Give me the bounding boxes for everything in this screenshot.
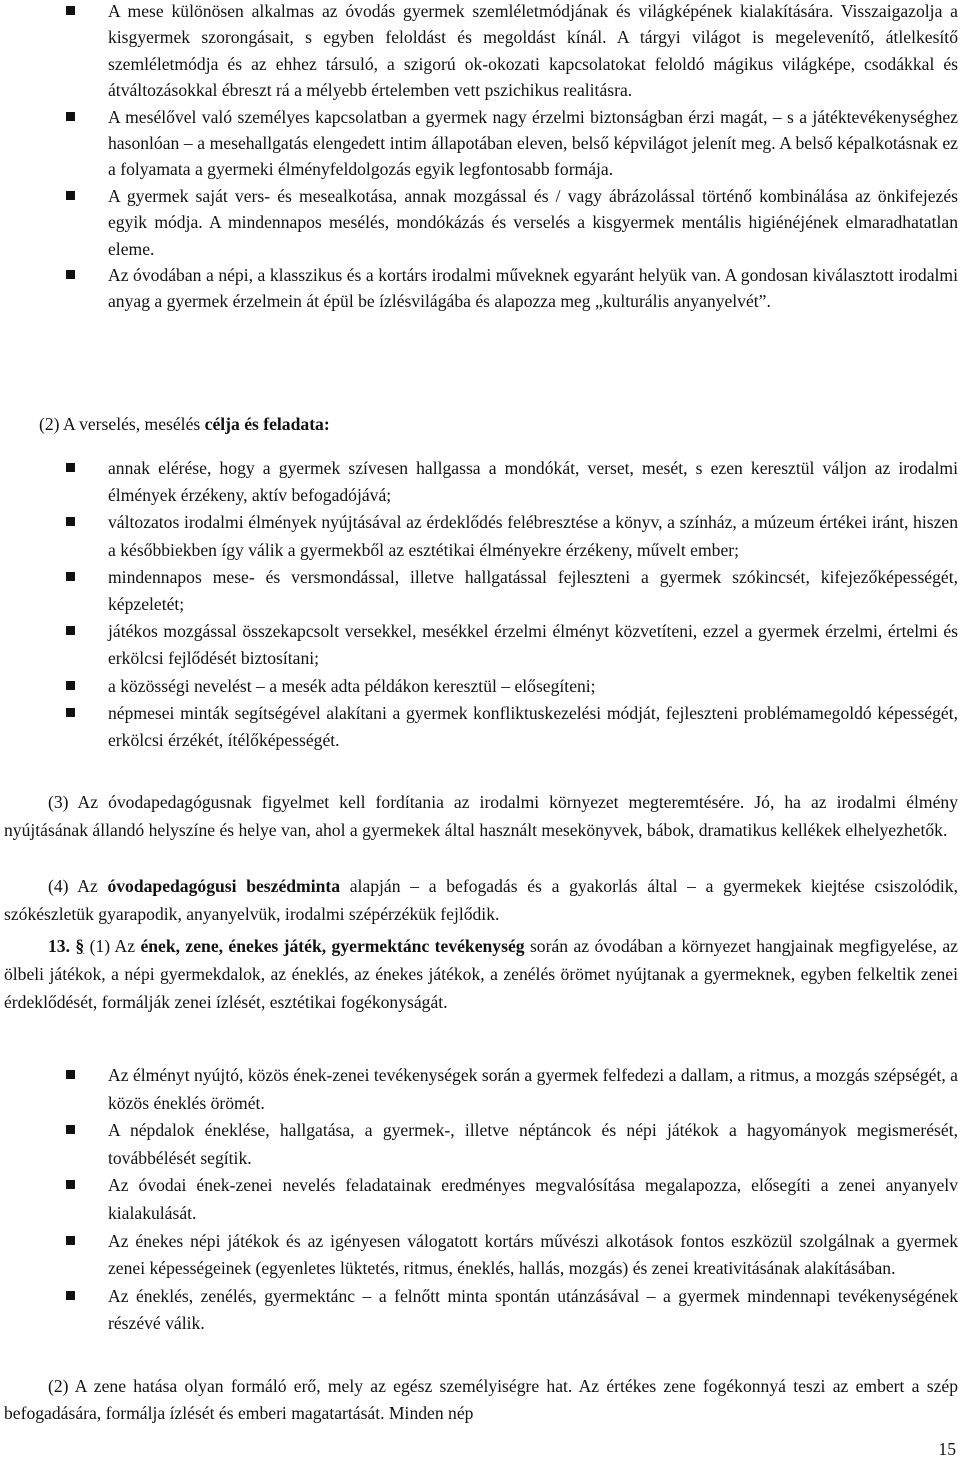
- section-13-prefix: (1) Az: [84, 936, 141, 956]
- list-item: Az éneklés, zenélés, gyermektánc – a felnőtt minta spontán utánzásával – a gyermek mindennapi tevékenységének részévé válik.: [0, 1283, 960, 1338]
- paragraph-4-prefix: (4) Az: [48, 876, 108, 896]
- page-number: 15: [938, 1439, 956, 1459]
- section-13-paragraph: [4, 932, 958, 1016]
- paragraph-4-suffix: alapján – a befogadás és a gyakorlás által – a gyermekek kiejtése csiszolódik, szókészletük gyarapodik, anyanyelvük, irodalmi szépérzékük fejlődik.: [4, 876, 959, 924]
- list-item: A mesélővel való személyes kapcsolatban a gyermek nagy érzelmi biztonságban érzi magát, – s a játéktevékenységhez hasonlóan – a mesehallgatás elengedett intim állapotában eleven, belső képvilágot jelenít meg. A belső képalkotásnak ez a folyamata a gyermeki élményfeldolgozás egyik legfontosabb formája.: [0, 104, 960, 183]
- heading-bold: célja és feladata:: [204, 414, 330, 434]
- bullet-list-goals: [0, 455, 960, 754]
- section-13-suffix: során az óvodában a környezet hangjainak megfigyelése, az ölbeli játékok, a népi gyermekdalok, az éneklés, az énekes játékok, a zenélés örömet nyújtanak a gyermeknek, egyben felkeltik zenei érdeklődését, formálják zenei ízlését, esztétikai fogékonyságát.: [4, 936, 958, 1012]
- list-item: annak elérése, hogy a gyermek szívesen hallgassa a mondókát, verset, mesét, s ezen keresztül váljon az irodalmi élmények érzékeny, aktív befogadójává;: [0, 455, 960, 509]
- paragraph-3: (3) Az óvodapedagógusnak figyelmet kell fordítania az irodalmi környezet megteremtésére. Jó, ha az irodalmi élmény nyújtásának állandó helyszíne és helye van, ahol a gyermekek által használt mesekönyvek, bábok, dramatikus kellékek elhelyezhetők.: [4, 792, 958, 840]
- list-item: Az óvodában a népi, a klasszikus és a kortárs irodalmi műveknek egyaránt helyük van. A gondosan kiválasztott irodalmi anyag a gyermek érzelmein át épül be ízlésvilágába és alapozza meg „kulturális anyanyelvét”.: [0, 262, 960, 315]
- bullet-list-music: [0, 1062, 960, 1338]
- list-item: A mese különösen alkalmas az óvodás gyermek szemléletmódjának és világképének kialakítására. Visszaigazolja a kisgyermek szorongásait, s egyben feloldást és megoldást kínál. A tárgyi világot is megelevenítő, átlelkesítő szemléletmódja és az ehhez társuló, a szigorú ok-okozati kapcsolatokat feloldó mágikus világképe, csodákkal és átváltozásokkal ébreszt rá a mélyebb értelemben vett pszichikus realitásra.: [0, 0, 960, 104]
- list-item: Az énekes népi játékok és az igényesen válogatott kortárs művészi alkotások fontos eszközül szolgálnak a gyermek zenei képességeinek (egyenletes lüktetés, ritmus, éneklés, hallás, mozgás) és zenei kreativitásának alakításában.: [0, 1228, 960, 1283]
- list-item: a közösségi nevelést – a mesék adta példákon keresztül – elősegíteni;: [0, 673, 960, 700]
- section-number: 13.: [48, 936, 70, 956]
- list-item: játékos mozgással összekapcsolt versekkel, mesékkel érzelmi élményt közvetíteni, ezzel a gyermek érzelmi, értelmi és erkölcsi fejlődését biztosítani;: [0, 618, 960, 672]
- list-item: Az élményt nyújtó, közös ének-zenei tevékenységek során a gyermek felfedezi a dallam, a ritmus, a mozgás szépségét, a közös éneklés örömét.: [0, 1062, 960, 1117]
- heading-prefix: (2) A verselés, mesélés: [39, 414, 205, 434]
- section-symbol: §: [75, 936, 85, 956]
- paragraph-4-bold: óvodapedagógusi beszédminta: [107, 876, 341, 896]
- paragraph-4: [4, 873, 958, 928]
- list-item: Az óvodai ének-zenei nevelés feladatainak eredményes megvalósítása megalapozza, elősegíti a zenei anyanyelv kialakulását.: [0, 1172, 960, 1227]
- list-item: népmesei minták segítségével alakítani a gyermek konfliktuskezelési módját, fejleszteni problémamegoldó képességét, erkölcsi érzékét, ítélőképességét.: [0, 700, 960, 754]
- section-13-bold: ének, zene, énekes játék, gyermektánc tevékenység: [140, 936, 525, 956]
- bullet-list-story-benefits: [0, 0, 960, 315]
- list-item: mindennapos mese- és versmondással, illetve hallgatással fejleszteni a gyermek szókincsét, kifejezőképességét, képzeletét;: [0, 564, 960, 618]
- paragraph-music-effect: (2) A zene hatása olyan formáló erő, mely az egész személyiségre hat. Az értékes zene fogékonnyá teszi az embert a szép befogadására, formálja ízlését és emberi magatartását. Minden nép: [4, 1376, 958, 1423]
- list-item: A népdalok éneklése, hallgatása, a gyermek-, illetve néptáncok és népi játékok a hagyományok megismerését, továbbélését segítik.: [0, 1117, 960, 1172]
- section-heading-goals: [39, 411, 330, 439]
- list-item: változatos irodalmi élmények nyújtásával az érdeklődés felébresztése a könyv, a színház, a múzeum értékei iránt, hiszen a későbbiekben így válik a gyermekből az esztétikai élményekre érzékeny, művelt ember;: [0, 509, 960, 563]
- list-item: A gyermek saját vers- és mesealkotása, annak mozgással és / vagy ábrázolással történő kombinálása az önkifejezés egyik módja. A mindennapos mesélés, mondókázás és verselés a kisgyermek mentális higiénéjének elmaradhatatlan eleme.: [0, 183, 960, 262]
